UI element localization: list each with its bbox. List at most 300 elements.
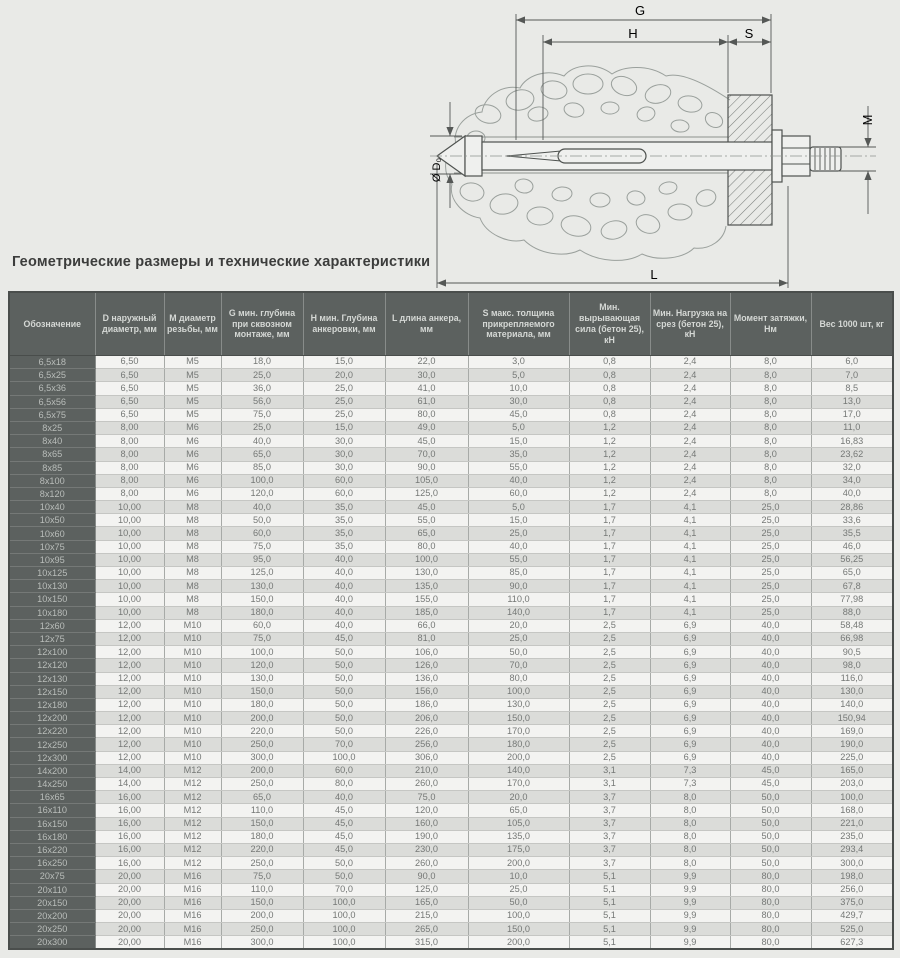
value-cell: 80,0: [385, 540, 468, 553]
value-cell: 2,5: [569, 712, 650, 725]
value-cell: 65,0: [221, 791, 303, 804]
value-cell: 90,0: [385, 461, 468, 474]
value-cell: 180,0: [221, 830, 303, 843]
value-cell: 106,0: [385, 646, 468, 659]
dim-label-m: M: [860, 114, 875, 126]
value-cell: 13,0: [811, 395, 893, 408]
value-cell: 12,00: [95, 672, 164, 685]
value-cell: 4,1: [650, 553, 730, 566]
value-cell: 16,00: [95, 817, 164, 830]
value-cell: 1,7: [569, 580, 650, 593]
value-cell: 60,0: [468, 487, 569, 500]
table-row: [9, 923, 893, 936]
table-row: [9, 672, 893, 685]
value-cell: 14,00: [95, 764, 164, 777]
table-row: [9, 857, 893, 870]
value-cell: 200,0: [221, 909, 303, 922]
value-cell: 125,0: [385, 487, 468, 500]
value-cell: 40,0: [730, 712, 811, 725]
value-cell: 300,0: [811, 857, 893, 870]
value-cell: 45,0: [303, 830, 385, 843]
column-header: Момент затяжки, Нм: [730, 292, 811, 356]
dim-label-s: S: [744, 26, 754, 41]
table-row: [9, 909, 893, 922]
table-row: [9, 540, 893, 553]
designation-cell: 12x75: [9, 632, 95, 645]
designation-cell: 16x220: [9, 843, 95, 856]
value-cell: 1,2: [569, 487, 650, 500]
value-cell: 20,00: [95, 870, 164, 883]
value-cell: 80,0: [730, 896, 811, 909]
value-cell: 30,0: [468, 395, 569, 408]
designation-cell: 10x130: [9, 580, 95, 593]
value-cell: M8: [164, 593, 221, 606]
value-cell: 50,0: [303, 712, 385, 725]
value-cell: 2,5: [569, 632, 650, 645]
value-cell: 50,0: [303, 725, 385, 738]
value-cell: 1,2: [569, 461, 650, 474]
value-cell: 105,0: [385, 474, 468, 487]
value-cell: 200,0: [221, 712, 303, 725]
value-cell: 4,1: [650, 514, 730, 527]
value-cell: 60,0: [221, 619, 303, 632]
value-cell: 25,0: [730, 553, 811, 566]
value-cell: 1,7: [569, 593, 650, 606]
value-cell: 25,0: [468, 632, 569, 645]
value-cell: 175,0: [468, 843, 569, 856]
value-cell: 8,0: [730, 435, 811, 448]
value-cell: 40,0: [730, 646, 811, 659]
designation-cell: 20x150: [9, 896, 95, 909]
column-header: Н мин. Глубина анкеровки, мм: [303, 292, 385, 356]
value-cell: 6,9: [650, 738, 730, 751]
value-cell: 5,1: [569, 883, 650, 896]
designation-cell: 10x125: [9, 567, 95, 580]
value-cell: 170,0: [468, 725, 569, 738]
value-cell: 9,9: [650, 883, 730, 896]
value-cell: 300,0: [221, 751, 303, 764]
designation-cell: 12x60: [9, 619, 95, 632]
value-cell: 81,0: [385, 632, 468, 645]
table-row: [9, 527, 893, 540]
value-cell: 2,5: [569, 751, 650, 764]
value-cell: 5,0: [468, 421, 569, 434]
value-cell: 15,0: [303, 421, 385, 434]
value-cell: 8,0: [650, 830, 730, 843]
value-cell: 4,1: [650, 593, 730, 606]
value-cell: 8,0: [730, 408, 811, 421]
value-cell: 100,0: [303, 936, 385, 950]
value-cell: 7,3: [650, 778, 730, 791]
value-cell: 5,1: [569, 923, 650, 936]
value-cell: 250,0: [221, 923, 303, 936]
value-cell: 256,0: [385, 738, 468, 751]
value-cell: 235,0: [811, 830, 893, 843]
designation-cell: 8x40: [9, 435, 95, 448]
value-cell: 40,0: [303, 593, 385, 606]
value-cell: 40,0: [730, 725, 811, 738]
value-cell: 20,00: [95, 896, 164, 909]
designation-cell: 20x75: [9, 870, 95, 883]
table-row: [9, 395, 893, 408]
table-row: [9, 659, 893, 672]
table-row: [9, 435, 893, 448]
value-cell: 50,0: [468, 646, 569, 659]
value-cell: 8,0: [650, 843, 730, 856]
value-cell: 3,7: [569, 817, 650, 830]
value-cell: 6,50: [95, 395, 164, 408]
value-cell: 50,0: [303, 857, 385, 870]
value-cell: 16,00: [95, 791, 164, 804]
value-cell: 8,00: [95, 448, 164, 461]
value-cell: 17,0: [811, 408, 893, 421]
value-cell: 5,0: [468, 369, 569, 382]
column-header: S макс. толщина прикрепляемого материала, мм: [468, 292, 569, 356]
value-cell: 30,0: [303, 461, 385, 474]
value-cell: 25,0: [730, 580, 811, 593]
value-cell: 110,0: [221, 804, 303, 817]
value-cell: M12: [164, 830, 221, 843]
table-row: [9, 448, 893, 461]
value-cell: 130,0: [811, 685, 893, 698]
value-cell: M10: [164, 698, 221, 711]
value-cell: 6,9: [650, 619, 730, 632]
value-cell: 0,8: [569, 395, 650, 408]
value-cell: M10: [164, 738, 221, 751]
value-cell: 150,0: [221, 593, 303, 606]
value-cell: 150,94: [811, 712, 893, 725]
value-cell: M6: [164, 474, 221, 487]
value-cell: 8,0: [730, 474, 811, 487]
value-cell: 8,0: [650, 857, 730, 870]
value-cell: 6,9: [650, 646, 730, 659]
value-cell: 40,0: [730, 738, 811, 751]
value-cell: 45,0: [730, 764, 811, 777]
value-cell: 180,0: [221, 606, 303, 619]
table-row: [9, 593, 893, 606]
value-cell: 12,00: [95, 685, 164, 698]
value-cell: M10: [164, 685, 221, 698]
value-cell: 165,0: [811, 764, 893, 777]
value-cell: M12: [164, 804, 221, 817]
value-cell: 16,83: [811, 435, 893, 448]
value-cell: 6,50: [95, 382, 164, 395]
value-cell: 4,1: [650, 501, 730, 514]
value-cell: 315,0: [385, 936, 468, 950]
designation-cell: 16x150: [9, 817, 95, 830]
value-cell: 100,0: [468, 909, 569, 922]
value-cell: M12: [164, 778, 221, 791]
value-cell: 25,0: [730, 567, 811, 580]
value-cell: 40,0: [730, 751, 811, 764]
table-row: [9, 382, 893, 395]
value-cell: 40,0: [303, 619, 385, 632]
value-cell: 2,5: [569, 672, 650, 685]
designation-cell: 20x250: [9, 923, 95, 936]
value-cell: 160,0: [385, 817, 468, 830]
value-cell: 50,0: [221, 514, 303, 527]
value-cell: 35,0: [303, 501, 385, 514]
value-cell: M12: [164, 817, 221, 830]
value-cell: 2,4: [650, 448, 730, 461]
value-cell: 169,0: [811, 725, 893, 738]
value-cell: 40,0: [730, 698, 811, 711]
value-cell: 9,9: [650, 870, 730, 883]
value-cell: 7,3: [650, 764, 730, 777]
value-cell: 25,0: [468, 527, 569, 540]
value-cell: 100,0: [221, 646, 303, 659]
value-cell: 120,0: [221, 487, 303, 500]
value-cell: 135,0: [385, 580, 468, 593]
value-cell: 41,0: [385, 382, 468, 395]
value-cell: 150,0: [221, 896, 303, 909]
value-cell: 170,0: [468, 778, 569, 791]
value-cell: 36,0: [221, 382, 303, 395]
value-cell: 168,0: [811, 804, 893, 817]
value-cell: 260,0: [385, 778, 468, 791]
value-cell: 2,5: [569, 685, 650, 698]
value-cell: M8: [164, 606, 221, 619]
value-cell: 25,0: [730, 593, 811, 606]
value-cell: 12,00: [95, 698, 164, 711]
value-cell: 14,00: [95, 778, 164, 791]
value-cell: M5: [164, 408, 221, 421]
table-row: [9, 870, 893, 883]
value-cell: 67,8: [811, 580, 893, 593]
value-cell: 125,0: [385, 883, 468, 896]
value-cell: 88,0: [811, 606, 893, 619]
designation-cell: 8x120: [9, 487, 95, 500]
table-row: [9, 632, 893, 645]
value-cell: M10: [164, 632, 221, 645]
value-cell: 8,5: [811, 382, 893, 395]
value-cell: M16: [164, 896, 221, 909]
value-cell: 18,0: [221, 356, 303, 369]
value-cell: 15,0: [468, 514, 569, 527]
value-cell: 100,0: [468, 685, 569, 698]
value-cell: 40,0: [221, 435, 303, 448]
value-cell: 8,0: [730, 395, 811, 408]
value-cell: 9,9: [650, 923, 730, 936]
value-cell: 1,2: [569, 448, 650, 461]
value-cell: 25,0: [303, 408, 385, 421]
designation-cell: 6,5x75: [9, 408, 95, 421]
value-cell: 40,0: [303, 580, 385, 593]
value-cell: 130,0: [468, 698, 569, 711]
value-cell: 8,00: [95, 421, 164, 434]
designation-cell: 6,5x36: [9, 382, 95, 395]
table-row: [9, 936, 893, 950]
value-cell: M8: [164, 514, 221, 527]
designation-cell: 20x300: [9, 936, 95, 950]
value-cell: 5,0: [468, 501, 569, 514]
designation-cell: 16x250: [9, 857, 95, 870]
value-cell: 150,0: [221, 685, 303, 698]
value-cell: 10,0: [468, 382, 569, 395]
value-cell: M6: [164, 421, 221, 434]
designation-cell: 8x25: [9, 421, 95, 434]
value-cell: 105,0: [468, 817, 569, 830]
value-cell: 20,0: [468, 791, 569, 804]
value-cell: 6,9: [650, 659, 730, 672]
value-cell: 45,0: [385, 435, 468, 448]
value-cell: 11,0: [811, 421, 893, 434]
value-cell: 8,00: [95, 474, 164, 487]
value-cell: 45,0: [385, 501, 468, 514]
value-cell: 8,00: [95, 461, 164, 474]
value-cell: 180,0: [468, 738, 569, 751]
value-cell: M6: [164, 487, 221, 500]
value-cell: 429,7: [811, 909, 893, 922]
designation-cell: 14x250: [9, 778, 95, 791]
value-cell: M12: [164, 764, 221, 777]
value-cell: 45,0: [303, 817, 385, 830]
value-cell: 16,00: [95, 857, 164, 870]
value-cell: 8,00: [95, 435, 164, 448]
value-cell: 250,0: [221, 738, 303, 751]
value-cell: 4,1: [650, 527, 730, 540]
value-cell: 6,9: [650, 712, 730, 725]
value-cell: 25,0: [730, 527, 811, 540]
value-cell: 100,0: [811, 791, 893, 804]
value-cell: 90,5: [811, 646, 893, 659]
value-cell: 35,0: [468, 448, 569, 461]
value-cell: 6,50: [95, 356, 164, 369]
value-cell: 12,00: [95, 725, 164, 738]
value-cell: 23,62: [811, 448, 893, 461]
value-cell: 30,0: [385, 369, 468, 382]
table-row: [9, 843, 893, 856]
value-cell: 2,4: [650, 474, 730, 487]
value-cell: 6,50: [95, 369, 164, 382]
value-cell: 5,1: [569, 870, 650, 883]
designation-cell: 16x110: [9, 804, 95, 817]
value-cell: M8: [164, 553, 221, 566]
column-header: Мин. вырывающая сила (бетон 25), кН: [569, 292, 650, 356]
value-cell: 2,4: [650, 369, 730, 382]
table-row: [9, 408, 893, 421]
value-cell: 2,5: [569, 659, 650, 672]
value-cell: 50,0: [730, 817, 811, 830]
value-cell: 226,0: [385, 725, 468, 738]
value-cell: M8: [164, 567, 221, 580]
value-cell: 50,0: [468, 896, 569, 909]
value-cell: 2,4: [650, 487, 730, 500]
value-cell: 130,0: [221, 580, 303, 593]
value-cell: 8,0: [730, 356, 811, 369]
table-row: [9, 791, 893, 804]
value-cell: 40,0: [468, 474, 569, 487]
dim-label-h: H: [628, 26, 638, 41]
value-cell: 60,0: [303, 474, 385, 487]
value-cell: 3,7: [569, 804, 650, 817]
value-cell: M5: [164, 382, 221, 395]
value-cell: 20,00: [95, 923, 164, 936]
column-header: Вес 1000 шт, кг: [811, 292, 893, 356]
value-cell: M6: [164, 461, 221, 474]
value-cell: 5,1: [569, 909, 650, 922]
value-cell: M10: [164, 619, 221, 632]
value-cell: 65,0: [468, 804, 569, 817]
value-cell: 40,0: [730, 659, 811, 672]
value-cell: 3,0: [468, 356, 569, 369]
value-cell: 4,1: [650, 580, 730, 593]
table-row: [9, 619, 893, 632]
value-cell: 40,0: [303, 791, 385, 804]
value-cell: 6,9: [650, 751, 730, 764]
value-cell: M10: [164, 751, 221, 764]
value-cell: 8,0: [650, 804, 730, 817]
value-cell: 185,0: [385, 606, 468, 619]
value-cell: 100,0: [303, 923, 385, 936]
value-cell: 1,2: [569, 474, 650, 487]
designation-cell: 12x200: [9, 712, 95, 725]
value-cell: 5,1: [569, 896, 650, 909]
designation-cell: 10x95: [9, 553, 95, 566]
value-cell: 56,25: [811, 553, 893, 566]
value-cell: 7,0: [811, 369, 893, 382]
value-cell: 20,00: [95, 909, 164, 922]
value-cell: 1,7: [569, 501, 650, 514]
value-cell: 1,7: [569, 514, 650, 527]
value-cell: 206,0: [385, 712, 468, 725]
value-cell: 130,0: [385, 567, 468, 580]
value-cell: M12: [164, 857, 221, 870]
value-cell: 2,5: [569, 725, 650, 738]
value-cell: 34,0: [811, 474, 893, 487]
page-title: Геометрические размеры и технические характеристики: [12, 254, 431, 270]
value-cell: 10,00: [95, 540, 164, 553]
value-cell: 80,0: [730, 909, 811, 922]
value-cell: 627,3: [811, 936, 893, 950]
table-row: [9, 606, 893, 619]
designation-cell: 12x130: [9, 672, 95, 685]
value-cell: 25,0: [730, 514, 811, 527]
table-row: [9, 474, 893, 487]
value-cell: 45,0: [303, 632, 385, 645]
value-cell: 50,0: [303, 870, 385, 883]
value-cell: 8,0: [730, 487, 811, 500]
column-header: D наружный диаметр, мм: [95, 292, 164, 356]
value-cell: 12,00: [95, 659, 164, 672]
value-cell: 80,0: [730, 923, 811, 936]
value-cell: M12: [164, 843, 221, 856]
value-cell: 22,0: [385, 356, 468, 369]
value-cell: 6,9: [650, 672, 730, 685]
value-cell: 140,0: [468, 606, 569, 619]
value-cell: 40,0: [303, 553, 385, 566]
value-cell: 30,0: [303, 435, 385, 448]
value-cell: 2,5: [569, 646, 650, 659]
designation-cell: 10x50: [9, 514, 95, 527]
value-cell: 2,5: [569, 738, 650, 751]
value-cell: 65,0: [221, 448, 303, 461]
table-row: [9, 646, 893, 659]
value-cell: 210,0: [385, 764, 468, 777]
table-row: [9, 356, 893, 369]
value-cell: 9,9: [650, 896, 730, 909]
table-row: [9, 804, 893, 817]
designation-cell: 10x60: [9, 527, 95, 540]
value-cell: 1,2: [569, 421, 650, 434]
value-cell: 200,0: [468, 751, 569, 764]
value-cell: M5: [164, 356, 221, 369]
designation-cell: 12x250: [9, 738, 95, 751]
value-cell: 10,00: [95, 606, 164, 619]
value-cell: 116,0: [811, 672, 893, 685]
value-cell: M5: [164, 369, 221, 382]
value-cell: 80,0: [730, 870, 811, 883]
